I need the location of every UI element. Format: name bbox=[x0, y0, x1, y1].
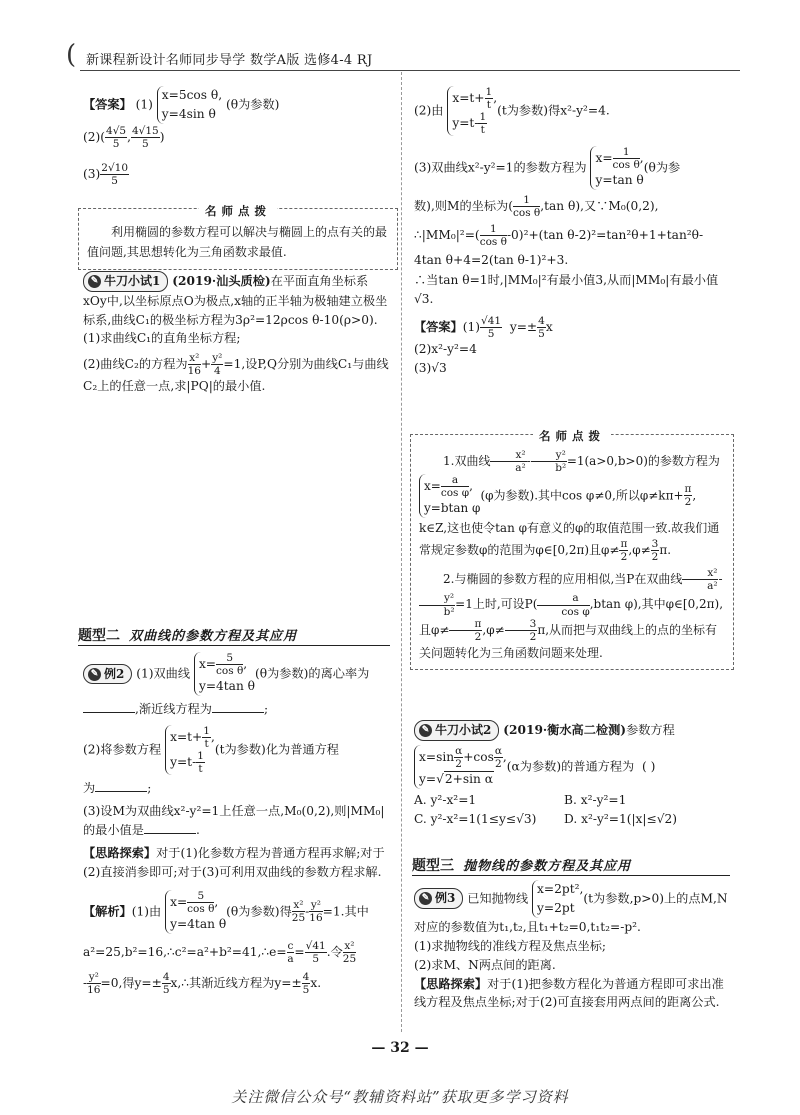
try-2-badge: ✎ 牛刀小试2 bbox=[414, 720, 499, 741]
tip-2-p1: 1.双曲线 $\frac{\text{x²}}{\text{a²}}$ - $\frac{\text{y²}}{\text{b²}}$ =1(a>0,b>0)的参数方程为 bbox=[443, 449, 720, 475]
right-answer-1: 【答案】(1) $\frac{√41}{5}$ y=± $\frac{4}{5}$ x bbox=[414, 315, 553, 341]
solution-line-1: 【解析】(1)由 x= $\frac{5}{\text{cos θ}}$ , y=4tan θ (θ为参数)得 $\frac{\text{x²}}{25}$ - $\frac{\text{y²}}{16}$ =1.其中 bbox=[83, 890, 391, 934]
tip-2-system: x= $\frac{a}{\text{cos φ}}$ , y=btan φ (φ为参数).其中cos φ≠0,所以φ≠kπ+ $\frac{\pi}{2}$ , bbox=[419, 474, 725, 518]
pencil-icon: ✎ bbox=[88, 668, 101, 681]
idea-block: 【思路探索】对于(1)化参数方程为普通方程再求解;对于(2)直接消参即可;对于(3)可利用双曲线的参数方程求解. bbox=[83, 845, 385, 879]
pencil-icon: ✎ bbox=[88, 275, 101, 288]
try-1-badge: ✎ 牛刀小试1 bbox=[83, 271, 168, 292]
example-2-question-2: (2)将参数方程 x=t+ $\frac{1}{t}$ , y=t- $\frac{1}{t}$ (t为参数)化为普通方程 bbox=[83, 724, 339, 776]
column-divider bbox=[401, 72, 402, 1032]
page-number: — 32 — bbox=[371, 1040, 429, 1056]
example-3: ✎ 例3 已知抛物线 x=2pt², y=2pt (t为参数,p>0)上的点M,N对应的参数值为t₁,t₂,且t₁+t₂=0,t₁t₂=-p². (1)求抛物线的准线方程及焦点坐标; (2)求M、N两点间的距离. 【思路探索】对于(1)把参数方程化为普通方程即可求出准线方程及焦点坐标;对于(2)可直接套用两点间的距离公式. bbox=[414, 880, 730, 1012]
answer-3-frac: $\frac{2√10}{5}$ bbox=[101, 162, 128, 188]
header-title: 新课程新设计名师同步导学 数学A版 选修4-4 RJ bbox=[86, 53, 373, 68]
section-3-title: 抛物线的参数方程及其应用 bbox=[463, 859, 632, 874]
answer-1-line-1: x=5cos θ, bbox=[161, 88, 223, 102]
tip-2-title: 名师点拨 bbox=[533, 429, 611, 443]
section-2-heading bbox=[78, 625, 390, 646]
example-2-badge: ✎ 例2 bbox=[83, 664, 132, 685]
option-c[interactable]: C. y²-x²=1(1≤y≤√3) bbox=[414, 811, 537, 826]
section-3-heading bbox=[412, 855, 730, 876]
try-2: ✎ 牛刀小试2 (2019·衡水高二检测)参数方程 x=sin $\frac{\alpha}{2}$ +cos $\frac{\alpha}{2}$ , y=√2+sin α (α为参数)的普通方程为 ( ) A. y²-x²=1 B. x²-y²=1 C. y²-x²=1(1≤y≤√3) D. x²-y²=1(|x|≤√2) bbox=[414, 720, 730, 828]
pencil-icon: ✎ bbox=[419, 892, 432, 905]
blank-normal-equation[interactable] bbox=[95, 791, 147, 792]
answer-1-system bbox=[157, 86, 222, 124]
header-curl: ( bbox=[66, 40, 77, 70]
try-1-source: (2019·汕头质检) bbox=[172, 274, 271, 288]
example-3-badge: ✎ 例3 bbox=[414, 888, 463, 909]
right-line-1: (2)由 x=t+ $\frac{1}{t}$ , y=t- $\frac{1}{t}$ (t为参数)得x²-y²=4. bbox=[414, 86, 610, 137]
try-1-text: 在平面直角坐标系xOy中,以坐标原点O为极点,x轴的正半轴为极轴建立极坐标系,曲线C₁的极坐标方程为3ρ²=12ρcos θ-10(ρ>0). bbox=[83, 274, 388, 327]
answer-1-prefix: (1) bbox=[135, 97, 153, 112]
option-b[interactable]: B. x²-y²=1 bbox=[564, 792, 627, 807]
tip-1-title: 名师点拨 bbox=[199, 204, 277, 218]
right-line-6: ∴当tan θ=1时,|MM₀|²有最小值3,从而|MM₀|有最小值√3. bbox=[414, 273, 719, 307]
footer-note: 关注微信公众号“教辅资料站”获取更多学习资料 bbox=[231, 1088, 569, 1106]
right-answer-3: (3)√3 bbox=[414, 361, 447, 376]
example-2-question-3: (3)设M为双曲线x²-y²=1上任意一点,M₀(0,2),则|MM₀|的最小值是 . bbox=[83, 804, 385, 837]
option-a[interactable]: A. y²-x²=1 bbox=[414, 792, 477, 807]
answer-2: (2)( $\frac{4√5}{5}$ , $\frac{4√15}{5}$ ) bbox=[83, 125, 165, 151]
answer-3-prefix: (3) bbox=[83, 167, 101, 182]
right-solution bbox=[414, 86, 730, 378]
answer-1-line-2: y=4sin θ bbox=[161, 106, 216, 121]
section-2-title: 双曲线的参数方程及其应用 bbox=[129, 629, 298, 644]
right-answer-2: (2)x²-y²=4 bbox=[414, 342, 477, 357]
answer-1-note: (θ为参数) bbox=[225, 97, 280, 112]
example-3-question-2: (2)求M、N两点间的距离. bbox=[414, 957, 556, 972]
blank-asymptote[interactable] bbox=[212, 712, 264, 713]
right-line-2: (3)双曲线x²-y²=1的参数方程为 x= $\frac{1}{\text{cos θ}}$ , y=tan θ (θ为参 bbox=[414, 146, 730, 190]
answer-block-1 bbox=[83, 86, 391, 124]
options-row-2 bbox=[414, 810, 730, 829]
answer-2-frac-a: $\frac{4√5}{5}$ bbox=[106, 125, 127, 151]
teacher-tip-2 bbox=[410, 429, 734, 670]
blank-min-distance[interactable] bbox=[144, 833, 196, 834]
example-2: ✎ 例2 (1)双曲线 x= $\frac{5}{\text{cos θ}}$ , y=4tan θ (θ为参数)的离心率为 ,渐近线方程为 ; (2)将参数方程 x=t+ $\frac{1}{t}$ , y=t- $\frac{1}{t}$ (t为参数)化为普通方程 为 ; (3)设M为双曲线x²-y²=1上任意一点,M₀(0,2),则|MM₀|的最小值是 . 【思路探索】对于(1)化参数方程为普通方程再求解;对于(2)直接消参即可;对于(3)可利用双曲线的参数方程求解. 【解析】(1)由 x= $\frac{5}{\text{cos θ}}$ , y=4tan θ (θ为参数)得 $\frac{\text{x²}}{25}$ - $\frac{\text{y²}}{16}$ =1.其中 a²=25,b²=16,∴c²=a²+b²=41,∴e= $\frac{c}{a}$ = $\frac{√41}{5}$ .令 $\frac{\text{x²}}{25}$ - $\frac{\text{y²}}{16}$ =0,得y=± $\frac{4}{5}$ x,∴其渐近线方程为y=± $\frac{4}{5}$ x. bbox=[83, 652, 391, 996]
answer-label: 【答案】 bbox=[83, 97, 132, 112]
right-line-3: 数),则M的坐标为( $\frac{1}{\text{cos θ}}$ ,tan θ),又∵M₀(0,2), bbox=[414, 194, 659, 220]
pencil-icon: ✎ bbox=[419, 724, 432, 737]
try-1 bbox=[83, 271, 391, 396]
idea-block-3: 【思路探索】对于(1)把参数方程化为普通方程即可求出准线方程及焦点坐标;对于(2)可直接套用两点间的距离公式. bbox=[414, 976, 724, 1010]
teacher-tip-1 bbox=[78, 204, 398, 270]
try-1-question-1: (1)求曲线C₁的直角坐标方程; bbox=[83, 331, 241, 346]
options-row-1 bbox=[414, 791, 730, 810]
section-3-label: 题型三 bbox=[412, 858, 454, 874]
option-d[interactable]: D. x²-y²=1(|x|≤√2) bbox=[564, 811, 678, 826]
answer-2-frac-b: $\frac{4√15}{5}$ bbox=[131, 125, 159, 151]
answer-3 bbox=[83, 162, 391, 187]
tip-2-p2: 2.与椭圆的参数方程的应用相似,当P在双曲线 $\frac{\text{x²}}{\text{a²}}$ - $\frac{\text{y²}}{\text{b²}}$ =1上时,可设P( $\frac{a}{\text{cos φ}}$ ,btan φ),其中φ∈[0,2π),且φ≠ $\frac{\pi}{2}$ ,φ≠ $\frac{3}{2}$ π,从而把与双曲线上的点的坐标有关问题转化为三角函数问题来处理. bbox=[419, 567, 724, 660]
tip-2-p1-cont: k∈Z,这也使令tan φ有意义的φ的取值范围一致.故我们通常规定参数φ的范围为φ∈[0,2π)且φ≠ $\frac{\pi}{2}$ ,φ≠ $\frac{3}{2}$ π. bbox=[419, 520, 720, 564]
solution-line-3: - $\frac{\text{y²}}{16}$ =0,得y=± $\frac{4}{5}$ x,∴其渐近线方程为y=± $\frac{4}{5}$ x. bbox=[83, 970, 322, 996]
header-rule bbox=[80, 70, 740, 71]
try-1-question-2: (2)曲线C₂的方程为 $\frac{\text{x²}}{16}$ + $\frac{\text{y²}}{4}$ =1,设P,Q分别为曲线C₁与曲线C₂上的任意一点,求|PQ|的最小值. bbox=[83, 352, 389, 394]
section-2-label: 题型二 bbox=[78, 628, 120, 644]
example-3-question-1: (1)求抛物线的准线方程及焦点坐标; bbox=[414, 938, 606, 953]
tip-1-text: 利用椭圆的参数方程可以解决与椭圆上的点有关的最值问题,其思想转化为三角函数求最值. bbox=[87, 225, 388, 259]
answer-2-prefix: (2) bbox=[83, 130, 101, 145]
answer-paren[interactable]: ( ) bbox=[641, 759, 656, 774]
right-line-4: ∴|MM₀|²=( $\frac{1}{\text{cos θ}}$ -0)²+(tan θ-2)²=tan²θ+1+tan²θ- bbox=[414, 223, 704, 249]
blank-eccentricity[interactable] bbox=[83, 712, 135, 713]
solution-line-2: a²=25,b²=16,∴c²=a²+b²=41,∴e= $\frac{c}{a}$ = $\frac{√41}{5}$ .令 $\frac{\text{x²}}{25}$ bbox=[83, 939, 357, 965]
right-line-5: 4tan θ+4=2(tan θ-1)²+3. bbox=[414, 252, 569, 267]
example-2-system-1: x= $\frac{5}{\text{cos θ}}$ , y=4tan θ bbox=[194, 652, 255, 696]
